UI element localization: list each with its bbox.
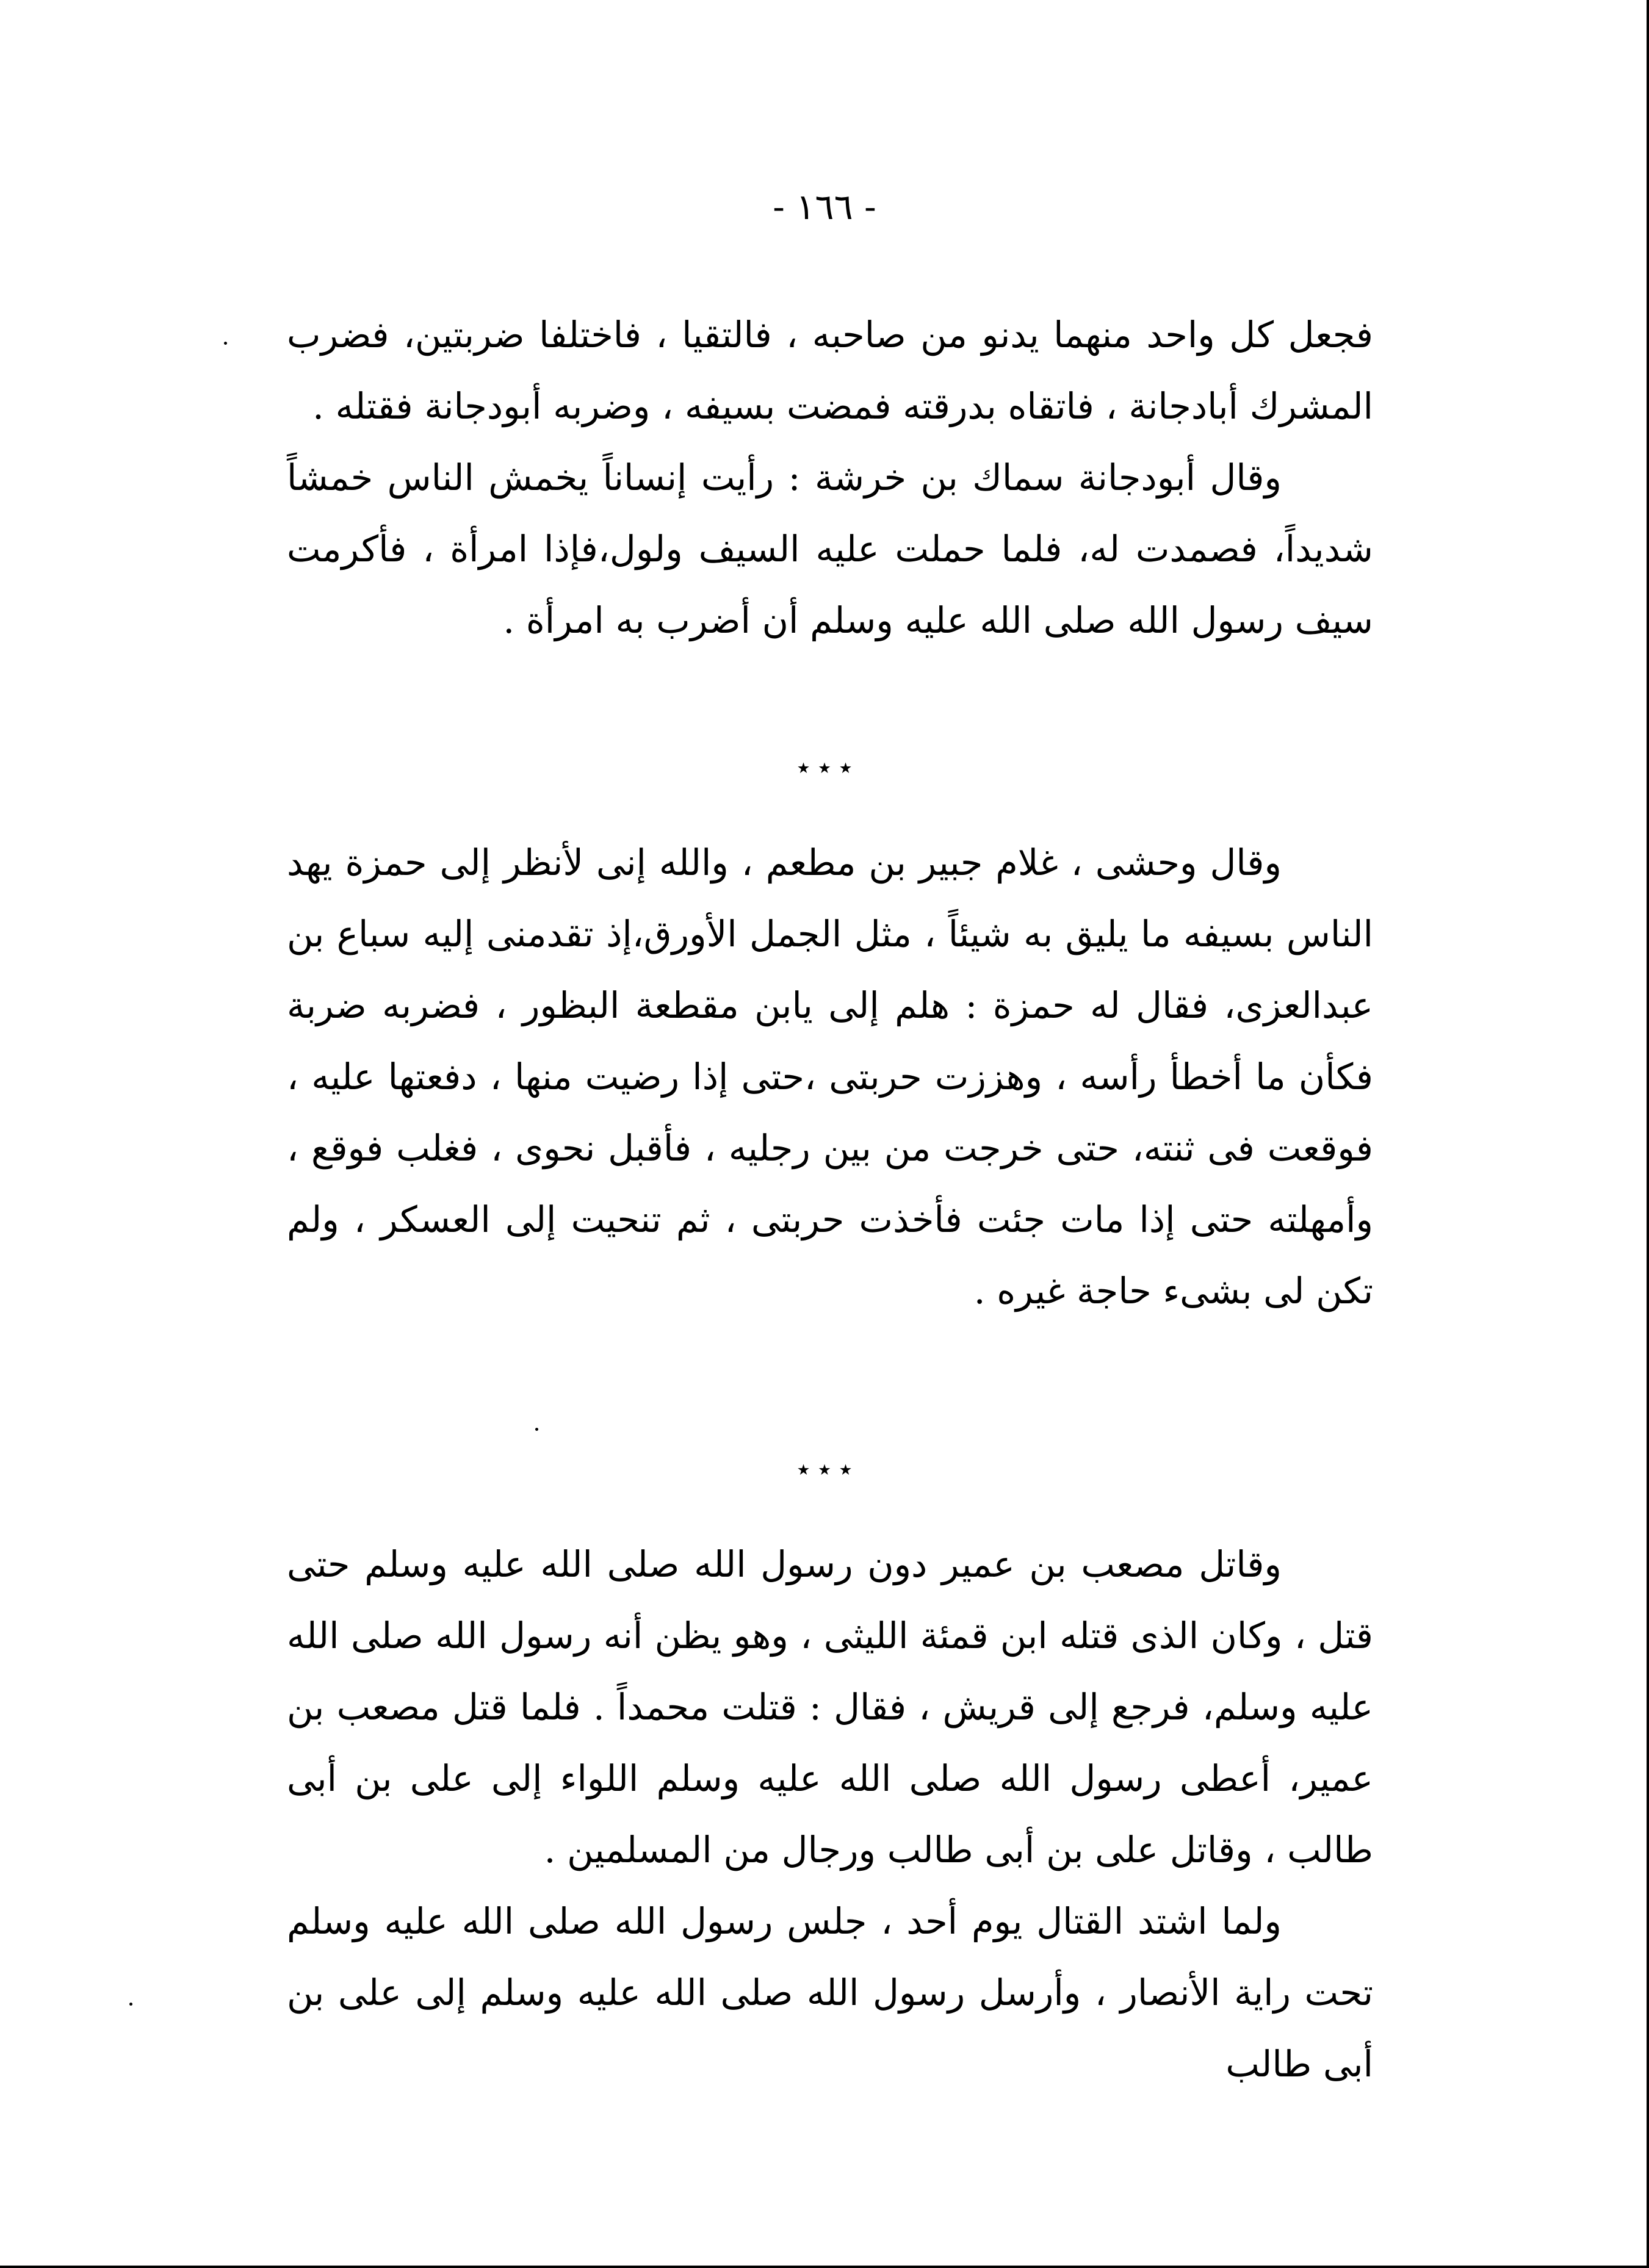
scan-speck [129,2003,132,2006]
paragraph: فجعل كل واحد منهما يدنو من صاحبه ، فالتقيا ، فاختلفا ضربتين، فضرب المشرك أبادجانة ، فاتقاه بدرقته فمضت بسيفه ، وضربه أبودجانة فقتله . [287,314,1373,427]
paragraph: وقال وحشى ، غلام جبير بن مطعم ، والله إنى لأنظر إلى حمزة يهد الناس بسيفه ما يليق به شيئاً ، مثل الجمل الأورق،إذ تقدمنى إليه سباع بن عبدالعزى، فقال له حمزة : هلم إلى يابن مقطعة البظور ، فضربه ضربة فكأن ما أخطأ رأسه ، وهززت حربتى ،حتى إذا رضيت منها ، دفعتها عليه ، فوقعت فى ثنته، حتى خرجت من بين رجليه ، فأقبل نحوى ، فغلب فوقع ، وأمهلته حتى إذا مات جئت فأخذت حربتى ، ثم تنحيت إلى العسكر ، ولم تكن لى بشىء حاجة غيره . [287,841,1373,1312]
paragraph: ولما اشتد القتال يوم أحد ، جلس رسول الله صلى الله عليه وسلم تحت راية الأنصار ، وأرسل رسول الله صلى الله عليه وسلم إلى على بن أبى طالب [287,1900,1373,2085]
page-number: - ١٦٦ - [773,186,876,228]
section-2 [287,827,1373,1327]
section-1 [287,299,1373,656]
scan-speck [224,342,227,345]
paragraph: وقال أبودجانة سماك بن خرشة : رأيت إنساناً يخمش الناس خمشاً شديداً، فصمدت له، فلما حملت عليه السيف ولول،فإذا امرأة ، فأكرمت سيف رسول الله صلى الله عليه وسلم أن أضرب به امرأة . [287,456,1373,641]
scan-speck [535,1428,538,1431]
paragraph: وقاتل مصعب بن عمير دون رسول الله صلى الله عليه وسلم حتى قتل ، وكان الذى قتله ابن قمئة الليثى ، وهو يظن أنه رسول الله صلى الله عليه وسلم، فرجع إلى قريش ، فقال : قتلت محمداً . فلما قتل مصعب بن عمير، أعطى رسول الله صلى الله عليه وسلم اللواء إلى على بن أبى طالب ، وقاتل على بن أبى طالب ورجال من المسلمين . [287,1543,1373,1871]
section-divider: ٭ ٭ ٭ [796,754,853,782]
section-divider: ٭ ٭ ٭ [796,1455,853,1483]
section-3 [287,1528,1373,2100]
